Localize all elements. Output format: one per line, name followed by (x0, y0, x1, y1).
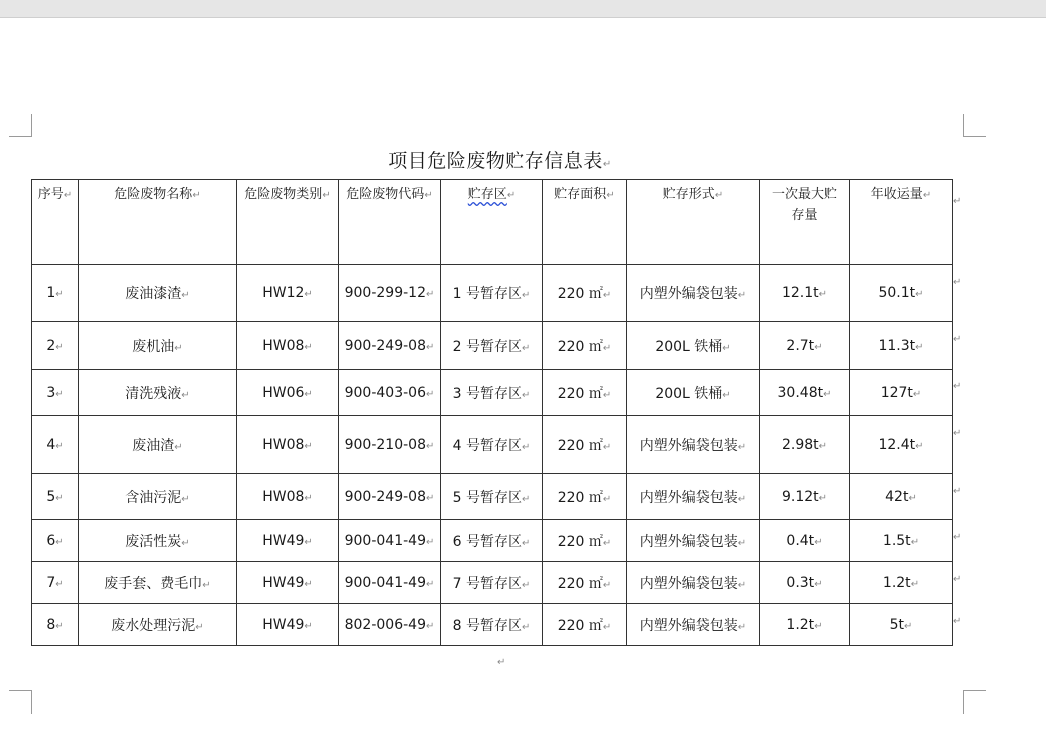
row-end-mark: ↵ (953, 532, 962, 543)
table-cell[interactable]: 6↵ (32, 520, 79, 562)
window-top-bar (0, 0, 1046, 18)
header-cell[interactable]: 危险废物名称↵ (79, 180, 237, 265)
table-cell[interactable]: 220 ㎡↵ (543, 520, 627, 562)
table-cell[interactable]: 废活性炭↵ (79, 520, 237, 562)
table-cell[interactable]: 内塑外编袋包装↵ (627, 416, 760, 474)
row-end-mark: ↵ (953, 574, 962, 585)
table-row (32, 416, 953, 474)
title-text: 项目危险废物贮存信息表 (388, 150, 603, 172)
document-title[interactable] (0, 146, 1000, 173)
row-end-mark: ↵ (953, 381, 962, 392)
table-cell[interactable]: 1 号暂存区↵ (441, 265, 543, 322)
table-cell[interactable]: 0.4t↵ (760, 520, 850, 562)
table-row (32, 520, 953, 562)
table-cell[interactable]: HW06↵ (237, 370, 339, 416)
table-cell[interactable]: 8↵ (32, 604, 79, 646)
table-cell[interactable]: 42t↵ (850, 474, 953, 520)
table-cell[interactable]: 900-041-49↵ (339, 562, 441, 604)
header-cell[interactable]: 年收运量↵ (850, 180, 953, 265)
hazardous-waste-table[interactable] (31, 179, 953, 646)
paragraph-mark: ↵ (497, 657, 506, 668)
table-cell[interactable]: 废油漆渣↵ (79, 265, 237, 322)
table-header-row (32, 180, 953, 265)
table-cell[interactable]: 220 ㎡↵ (543, 265, 627, 322)
table-cell[interactable]: 900-249-08↵ (339, 322, 441, 370)
table-cell[interactable]: HW08↵ (237, 322, 339, 370)
header-cell[interactable]: 贮存区↵ (441, 180, 543, 265)
table-cell[interactable]: 220 ㎡↵ (543, 322, 627, 370)
table-cell[interactable]: 含油污泥↵ (79, 474, 237, 520)
table-cell[interactable]: 2.98t↵ (760, 416, 850, 474)
table-row (32, 474, 953, 520)
table-row (32, 562, 953, 604)
table-cell[interactable]: 内塑外编袋包装↵ (627, 604, 760, 646)
table-cell[interactable]: 内塑外编袋包装↵ (627, 562, 760, 604)
page-corner-mark-bottom-right (963, 690, 986, 714)
table-cell[interactable]: 220 ㎡↵ (543, 562, 627, 604)
table-cell[interactable]: 内塑外编袋包装↵ (627, 265, 760, 322)
row-end-mark: ↵ (953, 428, 962, 439)
row-end-mark: ↵ (953, 486, 962, 497)
table-cell[interactable]: 6 号暂存区↵ (441, 520, 543, 562)
header-cell[interactable]: 危险废物代码↵ (339, 180, 441, 265)
row-end-mark: ↵ (953, 196, 962, 207)
paragraph-mark: ↵ (602, 159, 612, 170)
table-cell[interactable]: 4↵ (32, 416, 79, 474)
table-cell[interactable]: 1.2t↵ (850, 562, 953, 604)
table-cell[interactable]: 8 号暂存区↵ (441, 604, 543, 646)
table-cell[interactable]: 清洗残液↵ (79, 370, 237, 416)
table-cell[interactable]: 4 号暂存区↵ (441, 416, 543, 474)
table-cell[interactable]: 内塑外编袋包装↵ (627, 520, 760, 562)
table-cell[interactable]: 1.2t↵ (760, 604, 850, 646)
row-end-mark: ↵ (953, 277, 962, 288)
table-cell[interactable]: 废油渣↵ (79, 416, 237, 474)
table-cell[interactable]: 900-299-12↵ (339, 265, 441, 322)
table-cell[interactable]: 900-403-06↵ (339, 370, 441, 416)
spellcheck-underline: 贮存区 (467, 187, 507, 202)
table-cell[interactable]: HW12↵ (237, 265, 339, 322)
table-cell[interactable]: 3↵ (32, 370, 79, 416)
table-cell[interactable]: 220 ㎡↵ (543, 604, 627, 646)
header-cell[interactable]: 危险废物类别↵ (237, 180, 339, 265)
table-cell[interactable]: 200L 铁桶↵ (627, 370, 760, 416)
table-cell[interactable]: 5t↵ (850, 604, 953, 646)
table-cell[interactable]: 5 号暂存区↵ (441, 474, 543, 520)
table-cell[interactable]: 9.12t↵ (760, 474, 850, 520)
table-cell[interactable]: 12.1t↵ (760, 265, 850, 322)
table-cell[interactable]: 废机油↵ (79, 322, 237, 370)
table-cell[interactable]: 废水处理污泥↵ (79, 604, 237, 646)
table-cell[interactable]: 1.5t↵ (850, 520, 953, 562)
table-cell[interactable]: HW08↵ (237, 474, 339, 520)
page-corner-mark-bottom-left (9, 690, 32, 714)
header-cell[interactable]: 贮存面积↵ (543, 180, 627, 265)
table-row (32, 265, 953, 322)
table-cell[interactable]: 7 号暂存区↵ (441, 562, 543, 604)
table-row (32, 322, 953, 370)
table-row (32, 604, 953, 646)
table-cell[interactable]: 900-210-08↵ (339, 416, 441, 474)
page-corner-mark-top-right (963, 114, 986, 137)
table-cell[interactable]: 0.3t↵ (760, 562, 850, 604)
table-cell[interactable]: 2↵ (32, 322, 79, 370)
header-cell[interactable]: 序号↵ (32, 180, 79, 265)
table-body (32, 265, 953, 646)
table-cell[interactable]: HW49↵ (237, 604, 339, 646)
table-cell[interactable]: 5↵ (32, 474, 79, 520)
table-cell[interactable]: 220 ㎡↵ (543, 370, 627, 416)
page-corner-mark-top-left (9, 114, 32, 137)
table-cell[interactable]: 2 号暂存区↵ (441, 322, 543, 370)
table-cell[interactable]: 127t↵ (850, 370, 953, 416)
table-cell[interactable]: HW08↵ (237, 416, 339, 474)
table-row (32, 370, 953, 416)
table-cell[interactable]: 200L 铁桶↵ (627, 322, 760, 370)
table-cell[interactable]: 7↵ (32, 562, 79, 604)
table-cell[interactable]: HW49↵ (237, 520, 339, 562)
table-cell[interactable]: 3 号暂存区↵ (441, 370, 543, 416)
table-cell[interactable]: 900-249-08↵ (339, 474, 441, 520)
table-cell[interactable]: 30.48t↵ (760, 370, 850, 416)
table-cell[interactable]: HW49↵ (237, 562, 339, 604)
table-cell[interactable]: 内塑外编袋包装↵ (627, 474, 760, 520)
table-cell[interactable]: 802-006-49↵ (339, 604, 441, 646)
header-cell[interactable]: 一次最大贮存量 (760, 180, 850, 265)
table-cell[interactable]: 50.1t↵ (850, 265, 953, 322)
header-cell[interactable]: 贮存形式↵ (627, 180, 760, 265)
table-cell[interactable]: 废手套、费毛巾↵ (79, 562, 237, 604)
table-cell[interactable]: 1↵ (32, 265, 79, 322)
table-cell[interactable]: 220 ㎡↵ (543, 416, 627, 474)
row-end-mark: ↵ (953, 334, 962, 345)
table-cell[interactable]: 2.7t↵ (760, 322, 850, 370)
table-cell[interactable]: 11.3t↵ (850, 322, 953, 370)
table-cell[interactable]: 220 ㎡↵ (543, 474, 627, 520)
table-cell[interactable]: 12.4t↵ (850, 416, 953, 474)
row-end-mark: ↵ (953, 616, 962, 627)
table-cell[interactable]: 900-041-49↵ (339, 520, 441, 562)
